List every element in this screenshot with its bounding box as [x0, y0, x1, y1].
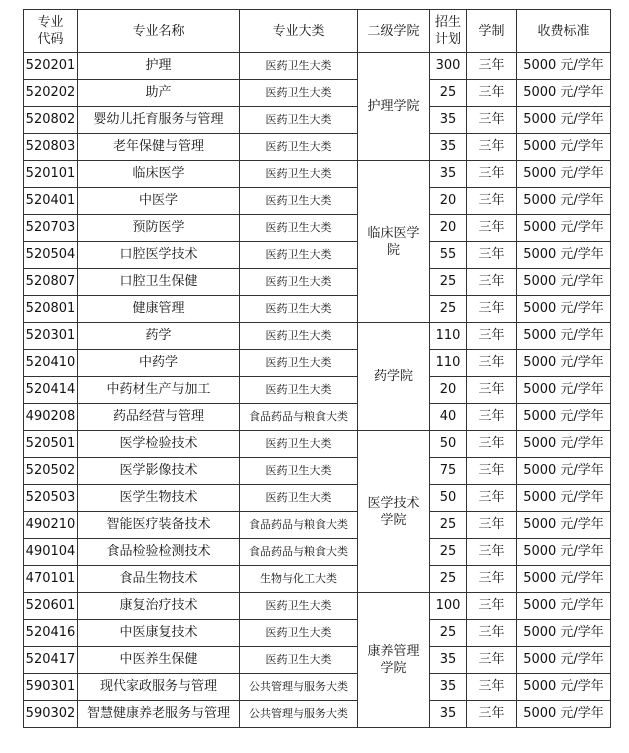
cell-name: 中医学	[78, 188, 240, 215]
cell-code: 590302	[24, 701, 78, 728]
cell-category: 食品药品与粮食大类	[240, 404, 358, 431]
cell-fee: 5000 元/学年	[517, 242, 611, 269]
cell-category: 医药卫生大类	[240, 161, 358, 188]
cell-fee: 5000 元/学年	[517, 53, 611, 80]
cell-fee: 5000 元/学年	[517, 593, 611, 620]
cell-category: 医药卫生大类	[240, 431, 358, 458]
table-row	[24, 431, 611, 458]
cell-system: 三年	[467, 80, 517, 107]
cell-system: 三年	[467, 539, 517, 566]
cell-system: 三年	[467, 620, 517, 647]
cell-system: 三年	[467, 674, 517, 701]
table-row	[24, 242, 611, 269]
cell-system: 三年	[467, 269, 517, 296]
cell-plan: 300	[430, 53, 467, 80]
cell-plan: 35	[430, 161, 467, 188]
cell-fee: 5000 元/学年	[517, 323, 611, 350]
cell-code: 520601	[24, 593, 78, 620]
cell-code: 520417	[24, 647, 78, 674]
cell-code: 520807	[24, 269, 78, 296]
header-name: 专业名称	[78, 10, 240, 53]
cell-name: 中医康复技术	[78, 620, 240, 647]
cell-name: 婴幼儿托育服务与管理	[78, 107, 240, 134]
cell-category: 医药卫生大类	[240, 188, 358, 215]
cell-plan: 35	[430, 647, 467, 674]
cell-name: 康复治疗技术	[78, 593, 240, 620]
cell-system: 三年	[467, 701, 517, 728]
cell-category: 医药卫生大类	[240, 647, 358, 674]
table-row	[24, 350, 611, 377]
cell-plan: 25	[430, 566, 467, 593]
cell-name: 助产	[78, 80, 240, 107]
cell-plan: 35	[430, 134, 467, 161]
cell-name: 口腔卫生保健	[78, 269, 240, 296]
cell-plan: 110	[430, 350, 467, 377]
cell-code: 520101	[24, 161, 78, 188]
cell-name: 预防医学	[78, 215, 240, 242]
cell-code: 470101	[24, 566, 78, 593]
cell-category: 医药卫生大类	[240, 53, 358, 80]
cell-fee: 5000 元/学年	[517, 485, 611, 512]
cell-name: 现代家政服务与管理	[78, 674, 240, 701]
cell-code: 520401	[24, 188, 78, 215]
cell-system: 三年	[467, 566, 517, 593]
cell-category: 食品药品与粮食大类	[240, 512, 358, 539]
cell-plan: 35	[430, 701, 467, 728]
cell-code: 520503	[24, 485, 78, 512]
cell-category: 医药卫生大类	[240, 215, 358, 242]
cell-system: 三年	[467, 323, 517, 350]
cell-category: 医药卫生大类	[240, 269, 358, 296]
table-row	[24, 539, 611, 566]
header-system: 学制	[467, 10, 517, 53]
cell-name: 医学生物技术	[78, 485, 240, 512]
cell-plan: 50	[430, 431, 467, 458]
cell-fee: 5000 元/学年	[517, 404, 611, 431]
cell-plan: 25	[430, 80, 467, 107]
cell-plan: 55	[430, 242, 467, 269]
cell-name: 医学检验技术	[78, 431, 240, 458]
table-row	[24, 161, 611, 188]
cell-fee: 5000 元/学年	[517, 107, 611, 134]
cell-name: 中医养生保健	[78, 647, 240, 674]
cell-system: 三年	[467, 134, 517, 161]
cell-system: 三年	[467, 350, 517, 377]
cell-category: 医药卫生大类	[240, 458, 358, 485]
cell-category: 医药卫生大类	[240, 620, 358, 647]
cell-fee: 5000 元/学年	[517, 215, 611, 242]
cell-system: 三年	[467, 161, 517, 188]
cell-fee: 5000 元/学年	[517, 377, 611, 404]
table-row	[24, 377, 611, 404]
cell-fee: 5000 元/学年	[517, 431, 611, 458]
cell-category: 医药卫生大类	[240, 134, 358, 161]
cell-fee: 5000 元/学年	[517, 134, 611, 161]
table-row	[24, 674, 611, 701]
cell-name: 医学影像技术	[78, 458, 240, 485]
cell-fee: 5000 元/学年	[517, 296, 611, 323]
cell-system: 三年	[467, 242, 517, 269]
table-row	[24, 458, 611, 485]
cell-college: 临床医学院	[358, 161, 430, 323]
cell-name: 口腔医学技术	[78, 242, 240, 269]
enrollment-table	[23, 9, 611, 728]
cell-system: 三年	[467, 53, 517, 80]
cell-category: 生物与化工大类	[240, 566, 358, 593]
cell-plan: 40	[430, 404, 467, 431]
cell-code: 520414	[24, 377, 78, 404]
cell-name: 药品经营与管理	[78, 404, 240, 431]
table-row	[24, 53, 611, 80]
cell-plan: 20	[430, 215, 467, 242]
cell-category: 医药卫生大类	[240, 242, 358, 269]
cell-category: 公共管理与服务大类	[240, 701, 358, 728]
cell-code: 520502	[24, 458, 78, 485]
table-row	[24, 647, 611, 674]
cell-plan: 20	[430, 188, 467, 215]
cell-fee: 5000 元/学年	[517, 701, 611, 728]
cell-plan: 25	[430, 269, 467, 296]
cell-category: 公共管理与服务大类	[240, 674, 358, 701]
cell-fee: 5000 元/学年	[517, 80, 611, 107]
cell-name: 健康管理	[78, 296, 240, 323]
cell-code: 520416	[24, 620, 78, 647]
header-fee: 收费标准	[517, 10, 611, 53]
cell-system: 三年	[467, 512, 517, 539]
table-row	[24, 269, 611, 296]
cell-fee: 5000 元/学年	[517, 647, 611, 674]
cell-name: 中药材生产与加工	[78, 377, 240, 404]
cell-fee: 5000 元/学年	[517, 350, 611, 377]
cell-code: 590301	[24, 674, 78, 701]
table-row	[24, 701, 611, 728]
cell-fee: 5000 元/学年	[517, 161, 611, 188]
cell-plan: 25	[430, 512, 467, 539]
cell-fee: 5000 元/学年	[517, 512, 611, 539]
cell-plan: 50	[430, 485, 467, 512]
cell-system: 三年	[467, 458, 517, 485]
cell-plan: 25	[430, 296, 467, 323]
cell-code: 520802	[24, 107, 78, 134]
cell-plan: 75	[430, 458, 467, 485]
header-category: 专业大类	[240, 10, 358, 53]
cell-code: 520201	[24, 53, 78, 80]
cell-plan: 35	[430, 107, 467, 134]
table-row	[24, 188, 611, 215]
cell-category: 医药卫生大类	[240, 296, 358, 323]
cell-plan: 100	[430, 593, 467, 620]
cell-college: 康养管理学院	[358, 593, 430, 728]
table-row	[24, 593, 611, 620]
cell-college: 医学技术学院	[358, 431, 430, 593]
cell-category: 医药卫生大类	[240, 323, 358, 350]
cell-fee: 5000 元/学年	[517, 458, 611, 485]
cell-category: 食品药品与粮食大类	[240, 539, 358, 566]
cell-plan: 110	[430, 323, 467, 350]
cell-fee: 5000 元/学年	[517, 539, 611, 566]
cell-code: 520202	[24, 80, 78, 107]
cell-name: 智能医疗装备技术	[78, 512, 240, 539]
cell-code: 520703	[24, 215, 78, 242]
cell-category: 医药卫生大类	[240, 350, 358, 377]
cell-name: 中药学	[78, 350, 240, 377]
header-code: 专业代码	[24, 10, 78, 53]
cell-system: 三年	[467, 485, 517, 512]
cell-plan: 25	[430, 539, 467, 566]
cell-fee: 5000 元/学年	[517, 620, 611, 647]
cell-code: 520803	[24, 134, 78, 161]
table-row	[24, 80, 611, 107]
cell-category: 医药卫生大类	[240, 593, 358, 620]
cell-system: 三年	[467, 593, 517, 620]
cell-fee: 5000 元/学年	[517, 269, 611, 296]
cell-code: 520801	[24, 296, 78, 323]
cell-category: 医药卫生大类	[240, 107, 358, 134]
cell-name: 食品生物技术	[78, 566, 240, 593]
cell-name: 食品检验检测技术	[78, 539, 240, 566]
table-row	[24, 512, 611, 539]
table-row	[24, 296, 611, 323]
cell-name: 智慧健康养老服务与管理	[78, 701, 240, 728]
cell-system: 三年	[467, 296, 517, 323]
cell-system: 三年	[467, 377, 517, 404]
cell-category: 医药卫生大类	[240, 80, 358, 107]
table-row	[24, 134, 611, 161]
table-body	[24, 53, 611, 728]
table-header-row	[24, 10, 611, 53]
cell-system: 三年	[467, 431, 517, 458]
table-row	[24, 620, 611, 647]
cell-plan: 25	[430, 620, 467, 647]
cell-fee: 5000 元/学年	[517, 674, 611, 701]
cell-college: 护理学院	[358, 53, 430, 161]
cell-system: 三年	[467, 647, 517, 674]
table-row	[24, 404, 611, 431]
cell-code: 490208	[24, 404, 78, 431]
cell-fee: 5000 元/学年	[517, 566, 611, 593]
cell-category: 医药卫生大类	[240, 485, 358, 512]
cell-college: 药学院	[358, 323, 430, 431]
cell-name: 护理	[78, 53, 240, 80]
cell-code: 520504	[24, 242, 78, 269]
cell-name: 临床医学	[78, 161, 240, 188]
cell-fee: 5000 元/学年	[517, 188, 611, 215]
table-row	[24, 107, 611, 134]
table-row	[24, 566, 611, 593]
cell-code: 520410	[24, 350, 78, 377]
cell-plan: 20	[430, 377, 467, 404]
cell-system: 三年	[467, 107, 517, 134]
table-row	[24, 485, 611, 512]
header-college: 二级学院	[358, 10, 430, 53]
cell-plan: 35	[430, 674, 467, 701]
table-row	[24, 215, 611, 242]
cell-name: 老年保健与管理	[78, 134, 240, 161]
cell-code: 520501	[24, 431, 78, 458]
cell-code: 490104	[24, 539, 78, 566]
cell-code: 520301	[24, 323, 78, 350]
cell-category: 医药卫生大类	[240, 377, 358, 404]
cell-name: 药学	[78, 323, 240, 350]
cell-system: 三年	[467, 188, 517, 215]
cell-system: 三年	[467, 404, 517, 431]
cell-code: 490210	[24, 512, 78, 539]
table-row	[24, 323, 611, 350]
cell-system: 三年	[467, 215, 517, 242]
header-plan: 招生计划	[430, 10, 467, 53]
